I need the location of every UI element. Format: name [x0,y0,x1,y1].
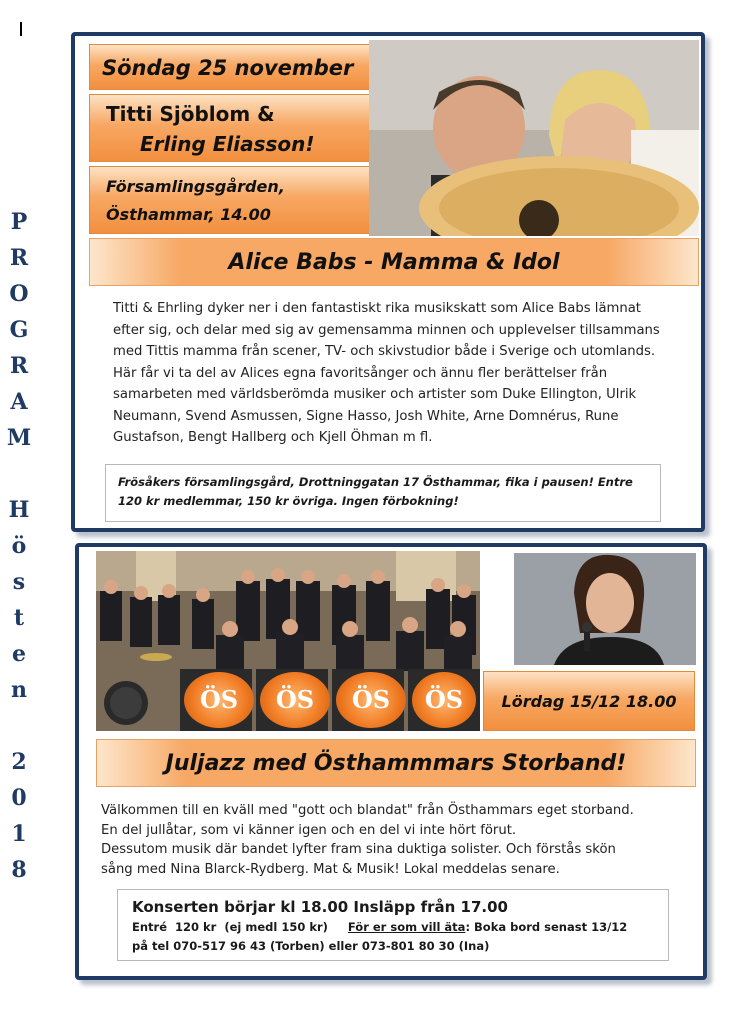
stand-logo-text: ÖS [199,685,239,714]
event-info-box [105,464,661,522]
description-line: Gustafson, Bengt Hallberg och Kjell Öhman m fl. [113,430,433,445]
side-letter [0,456,38,492]
description-line: Neumann, Svend Asmussen, Signe Hasso, Josh White, Arne Domnérus, Rune [113,408,619,424]
side-letter: P [10,209,28,235]
side-letter: M [6,425,32,451]
side-letter: 8 [11,857,27,883]
info-food-label: För er som vill äta [347,920,466,934]
band-stand-logo [260,672,330,728]
info-line-2: på tel 070-517 96 43 (Torben) eller 073-801 80 30 (Ina) [132,939,490,953]
side-letter: n [11,677,27,703]
event-card-alice-babs [71,32,705,532]
venue-line-1: Församlingsgården, [106,177,285,196]
event-date: Lördag 15/12 18.00 [501,692,677,711]
description-line: sång med Nina Blarck-Rydberg. Mat & Musik! Lokal meddelas senare. [101,861,560,877]
description-line: efter sig, och delar med sig av gemensamma minnen och upplevelser tillsammans [113,322,660,338]
stand-logo-text: ÖS [351,685,391,714]
side-letter: G [9,317,29,343]
event-title-banner [89,238,699,286]
side-vertical-title [0,204,38,888]
side-letter: s [12,569,26,595]
side-letter: R [9,245,29,271]
event-date: Söndag 25 november [102,56,354,80]
band-stand-logo [412,672,476,728]
info-booking: : Boka bord senast 13/12 [465,920,628,934]
artist-line-2: Erling Eliasson! [140,132,315,156]
description-line: Dessutom musik där bandet lyfter fram sina duktiga solister. Och förstås skön [101,842,616,857]
side-letter: A [10,389,28,415]
side-letter: R [9,353,29,379]
side-letter: H [8,497,30,523]
event-info-box [117,889,669,961]
artist-line-1: Titti Sjöblom & [106,102,275,126]
side-letter: 1 [11,821,27,847]
venue-line-2: Östhammar, 14.00 [106,205,271,224]
stand-logo-text: ÖS [275,685,315,714]
date-banner [483,671,695,731]
page-mark [20,22,22,36]
info-price: Entré 120 kr (ej medl 150 kr) [132,920,348,934]
event-title: Alice Babs - Mamma & Idol [228,250,560,275]
performers-photo [369,40,699,236]
band-stand-logo [184,672,254,728]
description-line: En del jullåtar, som vi känner igen och en del vi inte hört förut. [101,822,517,838]
side-letter: 0 [11,785,27,811]
description-line: Välkommen till en kväll med "gott och blandat" från Östhammars eget storband. [101,803,634,818]
description-line: Här får vi ta del av Alices egna favoritsånger och ännu fler berättelser från [113,365,608,381]
side-letter: t [13,605,25,631]
description-line: Titti & Ehrling dyker ner i den fantastiskt rika musikskatt som Alice Babs lämnat [113,301,641,316]
side-letter: e [12,641,26,667]
description-line: med Tittis mamma från scener, TV- och skivstudior både i Sverige och utomlands. [113,344,656,359]
artist-banner [89,94,371,162]
stand-logo-text: ÖS [424,685,464,714]
venue-banner [89,166,371,234]
event-title: Juljazz med Östhammmars Storband! [165,751,627,776]
event-card-juljazz [75,543,707,980]
event-description [101,801,691,879]
description-line: samarbeten med världsberömda musiker och artister som Duke Ellington, Ulrik [113,387,637,402]
info-heading: Konserten börjar kl 18.00 Insläpp från 17.00 [132,898,508,916]
event-description [113,298,693,449]
side-letter: O [9,281,29,307]
side-letter: 2 [11,749,27,775]
band-stand-logo [336,672,406,728]
singer-photo [514,553,696,665]
date-banner [89,44,371,90]
side-letter [0,708,38,744]
side-letter: ö [11,533,27,559]
event-title-banner [96,739,696,787]
info-line-2: 120 kr medlemmar, 150 kr övriga. Ingen förbokning! [118,494,459,508]
info-line-1 [132,918,654,937]
info-line-1: Frösåkers församlingsgård, Drottninggatan 17 Östhammar, fika i pausen! Entre [118,475,633,489]
